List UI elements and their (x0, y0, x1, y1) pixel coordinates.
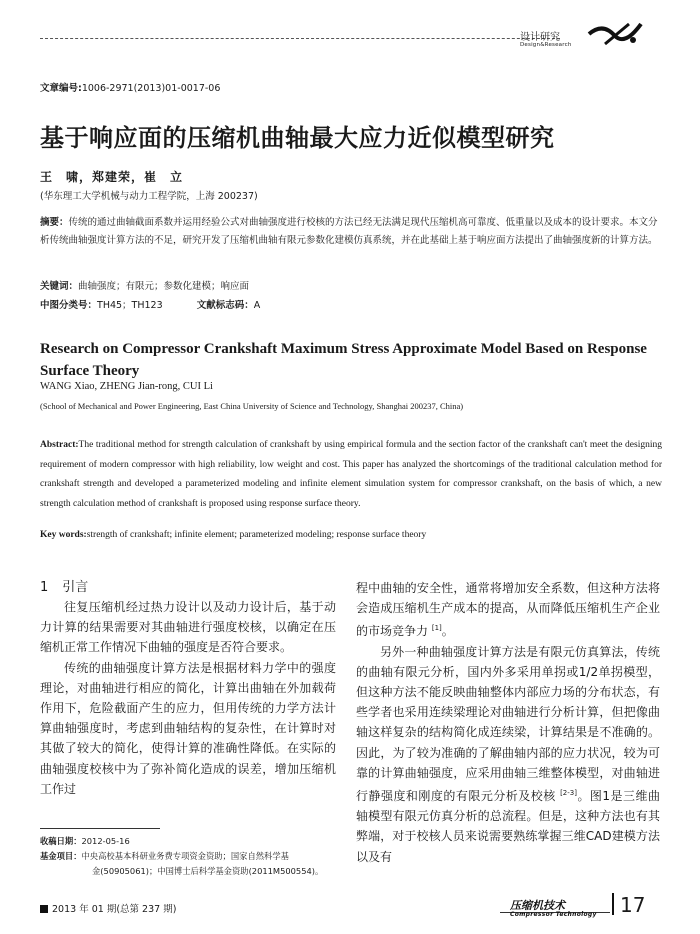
received-label: 收稿日期： (40, 836, 82, 846)
body-column-left (40, 597, 336, 799)
header-rule (40, 38, 560, 39)
section-header-en: Design&Research (520, 42, 572, 48)
journal-name-en: Compressor Technology (510, 911, 597, 918)
affiliation-cn: (华东理工大学机械与动力工程学院，上海 200237) (40, 191, 258, 202)
abstract-cn-label: 摘要： (40, 217, 69, 228)
abstract-en (40, 436, 662, 514)
paragraph-text: 。图1是三维曲轴模型有限元仿真分析的总流程。但是，这种方法也有其弊端，对于校核人员来说需要熟练掌握三维CAD建模方法以及有 (356, 789, 660, 864)
paragraph: 传统的曲轴强度计算方法是根据材料力学中的强度理论，对曲轴进行相应的简化，计算出曲轴在外加载荷作用下，危险截面产生的应力，但用传统的力学方法计算曲轴强度时，考虑到曲轴结构的复杂性，在计算时对其做了较大的简化，使得计算的准确性降低。在实际的曲轴强度校核中为了弥补简化造成的误差，增加压缩机工作过 (40, 660, 336, 796)
received-date (40, 834, 340, 849)
article-number (40, 80, 220, 94)
keywords-en-label: Key words: (40, 530, 87, 540)
paragraph-text: 。 (441, 624, 454, 639)
keywords-cn-label: 关键词： (40, 281, 79, 292)
page-divider (612, 893, 614, 915)
classification-line (40, 297, 260, 311)
fund-info (40, 849, 340, 864)
paragraph-text: 另外一种曲轴强度计算方法是有限元仿真算法，传统的曲轴有限元分析，国内外多采用单拐或1/2单拐模型，但这种方法不能反映曲轴整体内部应力场的分布状态，有些学者也采用连续梁理论对曲轴进行分析计算，但把像曲轴这样复杂的结构简化成连续梁，计算结果是不准确的。因此，为了较为准确的了解曲轴内部的应力状况，较为可靠的计算曲轴强度，应采用曲轴三维整体模型，对曲轴进行静强度和刚度的有限元分析及校核 (356, 644, 660, 804)
section-header (520, 28, 572, 48)
keywords-cn-text: 曲轴强度；有限元；参数化建模；响应面 (78, 281, 250, 292)
issue-text: 2013 年 01 期(总第 237 期) (52, 904, 177, 915)
paper-title-cn: 基于响应面的压缩机曲轴最大应力近似模型研究 (40, 124, 555, 152)
issue-info (40, 901, 176, 915)
article-number-label: 文章编号: (40, 83, 82, 94)
section-title: 引言 (62, 580, 89, 595)
body-column-right (356, 578, 660, 867)
fund-line2: 金(50905061)；中国博士后科学基金资助(2011M500554)。 (92, 866, 324, 876)
citation-ref: [1] (431, 624, 442, 633)
journal-logo-icon (585, 18, 645, 50)
paragraph-text: 程中曲轴的安全性，通常将增加安全系数，但这种方法将会造成压缩机生产成本的提高，从而降低压缩机生产企业的市场竞争力 (356, 581, 660, 639)
paper-title-en: Research on Compressor Crankshaft Maximum Stress Approximate Model Based on Response Surface Theory (40, 341, 647, 379)
received-value: 2012-05-16 (81, 836, 130, 846)
journal-footer-logo (510, 897, 597, 918)
footnote-rule (40, 828, 160, 829)
citation-ref: [2-3] (560, 789, 577, 798)
abstract-cn (40, 214, 662, 250)
journal-name-cn: 压缩机技术 (510, 899, 565, 912)
keywords-cn (40, 278, 249, 292)
fund-line1: 中央高校基本科研业务费专项资金资助；国家自然科学基 (81, 851, 289, 861)
authors-cn: 王 啸，郑建荣，崔 立 (40, 170, 184, 184)
article-number-value: 1006-2971(2013)01-0017-06 (81, 83, 221, 94)
keywords-en (40, 530, 426, 540)
square-bullet-icon (40, 905, 48, 913)
section-header-cn: 设计研究 (520, 32, 560, 43)
abstract-en-label: Abstract: (40, 440, 79, 450)
section-number: 1 (40, 580, 49, 595)
clc-label: 中图分类号： (40, 300, 98, 311)
paragraph (356, 578, 660, 642)
footnote (40, 834, 340, 879)
keywords-en-text: strength of crankshaft; infinite element; parameterized modeling; response surface theory (86, 530, 427, 540)
abstract-cn-text: 传统的通过曲轴截面系数并运用经验公式对曲轴强度进行校核的方法已经无法满足现代压缩机高可靠度、低重量以及成本的设计要求。本文分析传统曲轴强度计算方法的不足，研究开发了压缩机曲轴有限元参数化建模仿真系统，并在此基础上基于响应面方法提出了曲轴强度新的计算方法。 (40, 217, 658, 246)
authors-en: WANG Xiao, ZHENG Jian-rong, CUI Li (40, 381, 213, 392)
paragraph (356, 642, 660, 867)
clc-value: TH45；TH123 (97, 300, 163, 311)
abstract-en-text: The traditional method for strength calculation of crankshaft by using empirical formula and the section factor of the crankshaft can't meet the designing requirement of modern compressor with high reliability, low weight and cost. This paper has analyzed the shortcomings of the traditional calculation method for crankshaft strength and developed a parameterized modeling and infinite element simulation system for compressor crankshaft, on the basis of which, a new strength calculation method of crankshaft is proposed using response surface theory. (40, 440, 662, 509)
paragraph: 往复压缩机经过热力设计以及动力设计后，基于动力计算的结果需要对其曲轴进行强度校核，以确定在压缩机正常工作情况下曲轴的强度是否符合要求。 (40, 600, 336, 655)
section-heading (40, 576, 88, 595)
page-number: 17 (620, 893, 646, 917)
doc-code-label: 文献标志码： (196, 300, 254, 311)
affiliation-en: (School of Mechanical and Power Engineering, East China University of Science and Technology, Shanghai 200237, China) (40, 401, 464, 411)
fund-label: 基金项目： (40, 851, 82, 861)
doc-code-value: A (253, 300, 261, 311)
